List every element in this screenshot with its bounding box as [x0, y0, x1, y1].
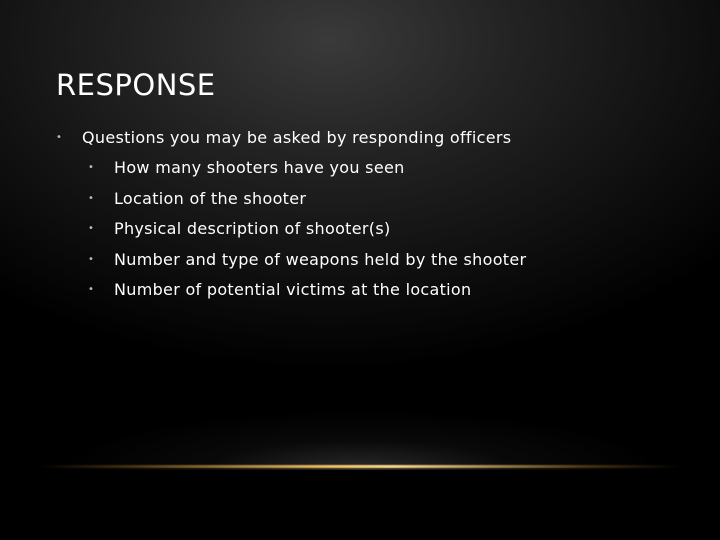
bullet-icon: • — [56, 132, 63, 143]
list-item-text: Number and type of weapons held by the shooter — [114, 249, 527, 269]
bullet-icon: • — [88, 284, 95, 295]
bullet-icon: • — [88, 223, 95, 234]
floor-glow — [60, 380, 660, 470]
list-item — [56, 278, 526, 309]
list-item — [56, 217, 526, 248]
list-item-text: How many shooters have you seen — [114, 158, 405, 177]
slide-title: RESPONSE — [56, 68, 216, 102]
bullet-icon: • — [88, 253, 95, 265]
list-item — [56, 126, 526, 152]
list-item — [56, 187, 526, 218]
list-item — [56, 248, 526, 279]
list-item-text: Questions you may be asked by responding officers — [82, 128, 512, 147]
list-item-text: Number of potential victims at the location — [114, 280, 472, 299]
accent-divider-line — [40, 465, 680, 468]
list-item-text: Physical description of shooter(s) — [114, 219, 391, 238]
bullet-icon: • — [88, 162, 95, 173]
list-item — [56, 156, 526, 187]
bullet-list — [56, 126, 526, 309]
bullet-icon: • — [88, 192, 95, 204]
list-item-text: Location of the shooter — [114, 188, 307, 208]
